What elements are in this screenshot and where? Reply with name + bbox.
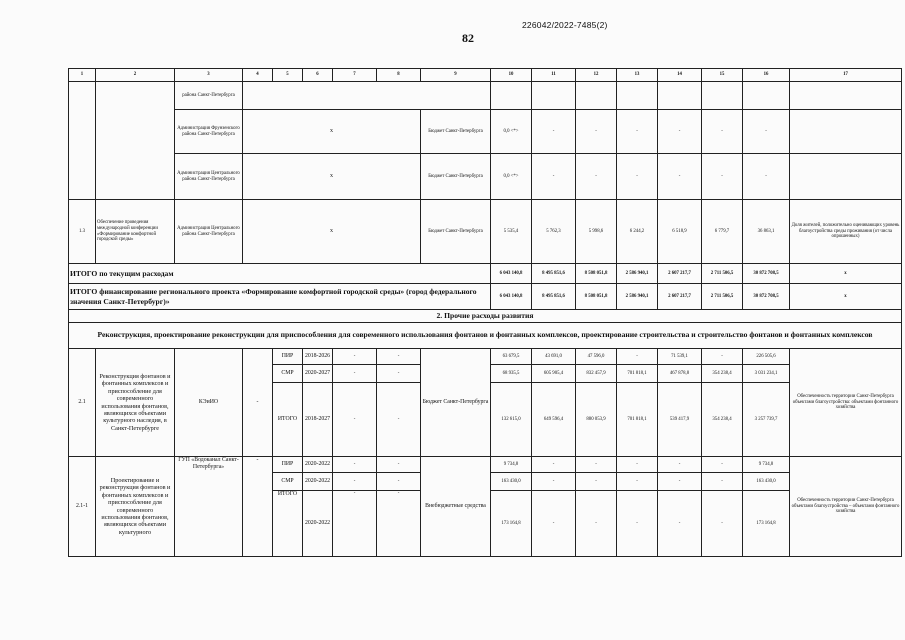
- value-cell: -: [658, 491, 702, 557]
- result-cell: Обеспеченность территории Санкт-Петербурга объектами благоустройства: объектами фонтанного хозяйства: [790, 349, 902, 457]
- total-value: 6 043 140,8: [491, 264, 532, 284]
- section-title: 2. Прочие расходы развития: [69, 310, 902, 323]
- document-registration-number: 226042/2022-7485(2): [522, 20, 608, 30]
- not-applicable-cell: х: [243, 110, 421, 154]
- value-cell: 3 031 234,1: [743, 365, 790, 383]
- value-cell: 226 505,6: [743, 349, 790, 365]
- value-cell: -: [702, 491, 743, 557]
- row-number: 1.3: [69, 200, 96, 264]
- value-cell: -: [333, 457, 377, 473]
- value-cell: 63 679,5: [491, 349, 532, 365]
- value-cell: 539 417,9: [658, 383, 702, 457]
- period-cell: 2020-2022: [303, 473, 333, 491]
- value-cell: -: [532, 491, 576, 557]
- value-cell: -: [617, 457, 658, 473]
- value-cell: -: [532, 110, 576, 154]
- table-row: [69, 154, 902, 200]
- total-value: 2 607 217,7: [658, 264, 702, 284]
- executor-cell: Администрация Фрунзенского района Санкт-Петербурга: [175, 110, 243, 154]
- executor-cell: Администрация Центрального района Санкт-Петербурга: [175, 154, 243, 200]
- value-cell: 71 539,1: [658, 349, 702, 365]
- value-cell: 0,0 <*>: [491, 110, 532, 154]
- work-type-cell: ИТОГО: [273, 383, 303, 457]
- column-4-cell: -: [243, 349, 273, 457]
- period-cell: 2018-2027: [303, 383, 333, 457]
- not-applicable-cell: х: [243, 200, 421, 264]
- value-cell: 163 430,0: [743, 473, 790, 491]
- col-number: 17: [790, 69, 902, 82]
- executor-cell: Администрация Центрального района Санкт-Петербурга: [175, 200, 243, 264]
- value-cell: -: [658, 473, 702, 491]
- value-cell: -: [743, 110, 790, 154]
- value-cell: 9 734,8: [491, 457, 532, 473]
- event-name-cell: Реконструкция фонтанов и фонтанных комплексов и приспособление для современного использования фонтанов, являющихся объектами культурного наследия, в Санкт-Петербурге: [96, 349, 175, 457]
- value-cell: 36 863,1: [743, 200, 790, 264]
- value-cell: -: [377, 349, 421, 365]
- total-value: 2 711 506,5: [702, 284, 743, 310]
- value-cell: -: [576, 491, 617, 557]
- financing-table: [68, 68, 902, 557]
- funding-source-cell: Внебюджетные средства: [421, 457, 491, 557]
- value-cell: 6 244,2: [617, 200, 658, 264]
- period-cell: 2018-2026: [303, 349, 333, 365]
- value-cell: -: [333, 349, 377, 365]
- value-cell: -: [377, 383, 421, 457]
- col-number: 7: [333, 69, 377, 82]
- value-cell: -: [702, 110, 743, 154]
- value-cell: 3 257 739,7: [743, 383, 790, 457]
- value-cell: 354 238,4: [702, 365, 743, 383]
- col-number: 12: [576, 69, 617, 82]
- value-cell: 649 596,4: [532, 383, 576, 457]
- period-cell: 2020-2022: [303, 457, 333, 473]
- col-number: 5: [273, 69, 303, 82]
- table-row: [69, 457, 902, 473]
- value-cell: -: [617, 473, 658, 491]
- col-number: 14: [658, 69, 702, 82]
- funding-source-cell: Бюджет Санкт-Петербурга: [421, 154, 491, 200]
- value-cell: 9 734,8: [743, 457, 790, 473]
- value-cell: 880 053,9: [576, 383, 617, 457]
- total-value: 8 495 851,6: [532, 284, 576, 310]
- value-cell: -: [658, 154, 702, 200]
- value-cell: -: [617, 154, 658, 200]
- total-value: 8 495 851,6: [532, 264, 576, 284]
- value-cell: -: [702, 349, 743, 365]
- total-value: 8 508 051,8: [576, 284, 617, 310]
- value-cell: -: [377, 457, 421, 473]
- table-row: [69, 200, 902, 264]
- event-name-cell: Обеспечение проведения международной конференции «Формирование комфортной городской среды»: [96, 200, 175, 264]
- total-value: 8 508 051,8: [576, 264, 617, 284]
- value-cell: 5 998,6: [576, 200, 617, 264]
- value-cell: 43 691,0: [532, 349, 576, 365]
- col-number: 6: [303, 69, 333, 82]
- value-cell: -: [532, 154, 576, 200]
- col-number: 10: [491, 69, 532, 82]
- value-cell: 5 762,3: [532, 200, 576, 264]
- total-row: [69, 264, 902, 284]
- work-type-cell: ПИР: [273, 349, 303, 365]
- period-cell: 2020-2022: [303, 491, 333, 557]
- value-cell: -: [377, 473, 421, 491]
- value-cell: 5 535,4: [491, 200, 532, 264]
- value-cell: 47 596,0: [576, 349, 617, 365]
- executor-cell: КЭиИО: [175, 349, 243, 457]
- value-cell: -: [333, 383, 377, 457]
- column-number-row: [69, 69, 902, 82]
- value-cell: 132 615,0: [491, 383, 532, 457]
- value-cell: 0,0 <*>: [491, 154, 532, 200]
- value-cell: -: [377, 365, 421, 383]
- value-cell: 701 818,1: [617, 365, 658, 383]
- executor-cell: района Санкт-Петербурга: [175, 82, 243, 110]
- value-cell: -: [377, 491, 421, 557]
- value-cell: -: [617, 349, 658, 365]
- funding-source-cell: Бюджет Санкт-Петербурга: [421, 110, 491, 154]
- value-cell: -: [617, 110, 658, 154]
- work-type-cell: ИТОГО: [273, 491, 303, 557]
- table-row: [69, 110, 902, 154]
- column-4-cell: -: [243, 457, 273, 557]
- value-cell: -: [743, 154, 790, 200]
- total-label: ИТОГО по текущим расходам: [69, 264, 491, 284]
- total-label: ИТОГО финансирование регионального проекта «Формирование комфортной городской среды» (город федерального значения Санкт-Петербург)»: [69, 284, 491, 310]
- col-number: 9: [421, 69, 491, 82]
- total-value: 6 043 140,8: [491, 284, 532, 310]
- total-value: 2 711 506,5: [702, 264, 743, 284]
- not-applicable-cell: х: [790, 284, 902, 310]
- not-applicable-cell: х: [243, 154, 421, 200]
- work-type-cell: ПИР: [273, 457, 303, 473]
- result-cell: Обеспеченность территории Санкт-Петербурга объектами благоустройства – объектами фонтанного хозяйства: [790, 457, 902, 557]
- col-number: 8: [377, 69, 421, 82]
- col-number: 11: [532, 69, 576, 82]
- section-row: [69, 310, 902, 323]
- row-number: 2.1-1: [69, 457, 96, 557]
- value-cell: -: [576, 473, 617, 491]
- value-cell: -: [333, 365, 377, 383]
- not-applicable-cell: х: [790, 264, 902, 284]
- value-cell: -: [333, 491, 377, 557]
- value-cell: 68 935,5: [491, 365, 532, 383]
- event-name-cell: Проектирование и реконструкция фонтанов и фонтанных комплексов и приспособление для современного использования фонтанов, являющихся объектами культурного: [96, 457, 175, 557]
- page-number: 82: [462, 31, 474, 45]
- value-cell: -: [576, 154, 617, 200]
- total-value: 30 872 708,5: [743, 284, 790, 310]
- value-cell: 173 164,8: [743, 491, 790, 557]
- value-cell: 6 518,9: [658, 200, 702, 264]
- value-cell: 832 457,9: [576, 365, 617, 383]
- value-cell: 467 878,8: [658, 365, 702, 383]
- col-number: 3: [175, 69, 243, 82]
- col-number: 2: [96, 69, 175, 82]
- value-cell: 163 430,0: [491, 473, 532, 491]
- total-value: 2 586 940,1: [617, 264, 658, 284]
- total-value: 2 607 217,7: [658, 284, 702, 310]
- value-cell: -: [576, 110, 617, 154]
- value-cell: -: [576, 457, 617, 473]
- period-cell: 2020-2027: [303, 365, 333, 383]
- result-cell: Доля жителей, положительно оценивающих уровень благоустройства среды проживания (от числа опрошенных): [790, 200, 902, 264]
- total-row: [69, 284, 902, 310]
- value-cell: 605 905,4: [532, 365, 576, 383]
- value-cell: -: [333, 473, 377, 491]
- row-number: 2.1: [69, 349, 96, 457]
- subsection-title: Реконструкция, проектирование реконструкции для приспособления для современного использования фонтанов и фонтанных комплексов, проектирование строительства и строительство фонтанов и фонтанных комплексов: [69, 323, 902, 349]
- total-value: 30 872 708,5: [743, 264, 790, 284]
- executor-cell: ГУП «Водоканал Санкт-Петербурга»: [175, 457, 243, 557]
- value-cell: -: [532, 457, 576, 473]
- value-cell: -: [658, 110, 702, 154]
- table-row: [69, 349, 902, 365]
- work-type-cell: СМР: [273, 365, 303, 383]
- value-cell: -: [617, 491, 658, 557]
- value-cell: 173 164,8: [491, 491, 532, 557]
- table-row: [69, 82, 902, 110]
- value-cell: 354 238,4: [702, 383, 743, 457]
- work-type-cell: СМР: [273, 473, 303, 491]
- col-number: 16: [743, 69, 790, 82]
- funding-source-cell: Бюджет Санкт-Петербурга: [421, 349, 491, 457]
- col-number: 15: [702, 69, 743, 82]
- value-cell: -: [702, 154, 743, 200]
- value-cell: -: [702, 473, 743, 491]
- col-number: 13: [617, 69, 658, 82]
- funding-source-cell: Бюджет Санкт-Петербурга: [421, 200, 491, 264]
- total-value: 2 586 940,1: [617, 284, 658, 310]
- subsection-row: [69, 323, 902, 349]
- value-cell: -: [532, 473, 576, 491]
- col-number: 1: [69, 69, 96, 82]
- col-number: 4: [243, 69, 273, 82]
- value-cell: -: [658, 457, 702, 473]
- value-cell: 6 779,7: [702, 200, 743, 264]
- value-cell: 701 818,1: [617, 383, 658, 457]
- value-cell: -: [702, 457, 743, 473]
